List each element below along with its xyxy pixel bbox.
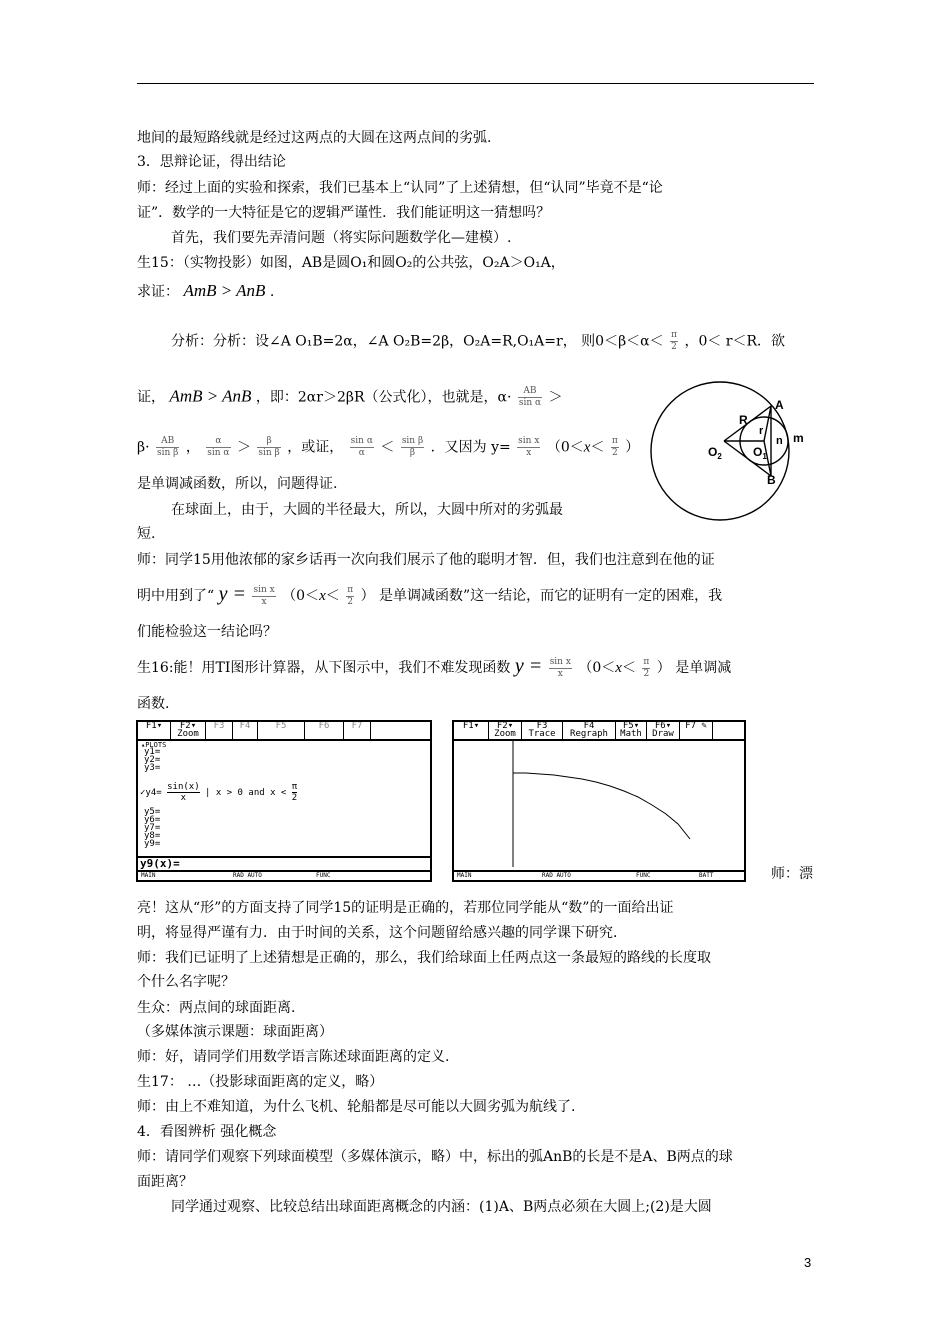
text-line: 面距离？: [137, 1174, 193, 1190]
text-line: 生众：两点间的球面距离.: [137, 1000, 296, 1016]
fraction-ab-over-sin-alpha: [518, 386, 542, 409]
text-line: 明，将显得严谨有力．由于时间的关系，这个问题留给感兴趣的同学课下研究．: [137, 925, 627, 941]
section-heading: 3．思辩论证，得出结论: [137, 154, 286, 170]
text-seg: ）: [625, 439, 640, 456]
calc-toolbar: [454, 722, 744, 741]
calc-rows-bottom: [144, 808, 160, 848]
text-line: 亮！这从“形”的方面支持了同学15的证明是正确的，若那位同学能从“数”的一面给出证: [137, 900, 674, 916]
fraction-sin-beta-over-beta: [401, 436, 424, 459]
sinx-over-x-curve: [513, 773, 690, 839]
y-row[interactable]: y1=: [144, 747, 161, 757]
text-line: 师：漂: [771, 866, 813, 882]
label-n: n: [776, 435, 783, 447]
text-seg: β·: [137, 439, 150, 456]
large-circle: [651, 382, 789, 520]
status-angle: RAD AUTO: [542, 872, 571, 879]
calc-status-bar: [138, 870, 430, 880]
fraction-num: AB: [518, 386, 542, 398]
text-seg: 是单调减函数”这一结论，而它的证明有一定的困难，我: [379, 588, 723, 604]
y-row[interactable]: y9=: [144, 839, 161, 849]
fraction-num: sin x: [549, 656, 571, 667]
y4-fraction: [167, 782, 200, 803]
text-seg: （0＜: [282, 588, 320, 604]
text-line: 师：我们已证明了上述猜想是正确的，那么，我们给球面上任两点这一条最短的路线的长度取: [137, 950, 711, 966]
text-seg: （0＜: [578, 660, 616, 676]
analysis-tail: ，0＜ r＜R．欲: [684, 333, 786, 350]
text-line: 证”．数学的一大特征是它的逻辑严谨性．我们能证明这一猜想吗？: [137, 205, 551, 221]
arc-inequality: AmB > AnB: [169, 386, 252, 406]
y4-label: ✓y4=: [140, 787, 162, 798]
analysis-text: 分析：分析：设∠A O₁B=2α，∠A O₂B=2β，O₂A=R,O₁A=r， 则0＜β＜α＜: [171, 333, 664, 350]
text-seg: 证，: [137, 389, 165, 406]
text-seg: ＞: [236, 439, 251, 456]
status-mode: MAIN: [457, 872, 472, 879]
fraction-num: α: [206, 436, 230, 448]
calc-rows-top: [144, 748, 160, 772]
y4-num: sin(x): [167, 782, 200, 792]
text-line-formula: [137, 584, 722, 608]
text-line: 个什么名字呢？: [137, 974, 235, 990]
label-O2-letter: O: [708, 445, 718, 459]
y-row[interactable]: y6=: [144, 815, 161, 825]
label-O1-sub: 1: [762, 452, 767, 461]
formula-y: y =: [514, 655, 543, 677]
text-seg: 明中用到了“: [137, 588, 215, 604]
y4-row[interactable]: [140, 782, 297, 803]
calc-toolbar-item[interactable]: F6▾ Draw: [647, 722, 680, 739]
text-line: 师：经过上面的实验和探索，我们已基本上“认同”了上述猜想，但“认同”毕竟不是“论: [137, 180, 663, 196]
fraction-den: sin β: [258, 448, 280, 458]
label-O1-letter: O: [753, 445, 763, 459]
status-graph: FUNC: [636, 872, 651, 879]
y-row[interactable]: y3=: [144, 763, 161, 773]
fraction-den: 2: [671, 342, 677, 352]
calc-toolbar-item[interactable]: F7: [344, 722, 371, 739]
label-O2: [708, 445, 722, 461]
calc-plots-label: ▴PLOTS: [141, 741, 167, 749]
fraction-num: π: [611, 436, 618, 446]
text-line: 地间的最短路线就是经过这两点的大圆在这两点间的劣弧.: [137, 130, 492, 146]
section-heading: 4．看图辨析 强化概念: [137, 1124, 277, 1140]
text-line: 师：好，请同学们用数学语言陈述球面距离的定义.: [137, 1049, 450, 1065]
text-seg: ．又因为 y=: [430, 439, 511, 456]
var-x: x: [583, 439, 591, 456]
fraction-beta-over-sin-beta: [257, 436, 280, 459]
label-B: B: [767, 473, 776, 487]
calc-toolbar-item[interactable]: F3: [206, 722, 233, 739]
fraction-pi-over-2: [611, 436, 619, 459]
calc-toolbar-item[interactable]: F5▾ Math: [616, 722, 647, 739]
text-line: 在球面上，由于，大圆的半径最大，所以，大圆中所对的劣弧最: [171, 502, 563, 518]
fraction-num: π: [347, 584, 354, 595]
header-rule: [137, 83, 814, 84]
text-line-formula: [137, 656, 731, 680]
y4-pi: π: [291, 782, 298, 792]
calc-entry-line[interactable]: y9(x)=: [138, 856, 430, 870]
text-seg: ，即：2αr＞2βR（公式化），也就是，α·: [255, 389, 512, 406]
fraction-num: π: [671, 330, 677, 340]
prove-label: 求证：: [137, 284, 179, 300]
text-line: 短.: [137, 526, 156, 542]
text-seg: （0＜: [546, 439, 584, 456]
status-battery: BATT: [699, 872, 714, 879]
text-seg: ，: [185, 439, 200, 456]
text-seg: ＜: [325, 588, 340, 604]
fraction-den: β: [409, 448, 416, 458]
fraction-num: AB: [156, 436, 179, 448]
text-seg: ＜: [621, 660, 636, 676]
fraction-den: x: [557, 668, 563, 679]
fraction-pi-over-2: [642, 657, 650, 680]
text-seg: ＜: [380, 439, 395, 456]
calc-toolbar-item[interactable]: F4 Regraph: [563, 722, 616, 739]
fraction-den: x: [261, 596, 267, 607]
calc-toolbar-item[interactable]: F3 Trace: [522, 722, 563, 739]
fraction-sinx-over-x: [517, 436, 540, 459]
analysis-line-3: [137, 436, 639, 459]
calc-status-bar: [454, 870, 744, 880]
period: .: [269, 284, 275, 300]
fraction-den: 2: [347, 596, 354, 607]
fraction-den: x: [526, 448, 532, 458]
calc-toolbar-item[interactable]: F1▾: [138, 722, 171, 739]
text-line: 函数.: [137, 696, 170, 712]
fraction-den: 2: [612, 448, 618, 458]
calc-toolbar-item[interactable]: F7 ✎: [680, 722, 713, 739]
fraction-sin-alpha-over-alpha: [350, 436, 374, 459]
text-seg: ，或证，: [287, 439, 344, 456]
text-line: 师：请同学们观察下列球面模型（多媒体演示，略）中，标出的弧AnB的长是不是A、B两点的球: [137, 1149, 733, 1165]
calc-toolbar-item[interactable]: F1▾: [454, 722, 489, 739]
y-row[interactable]: y8=: [144, 831, 161, 841]
calculator-screen-graph: [452, 720, 746, 882]
fraction-den: sin β: [157, 448, 179, 458]
fraction-pi-over-2: [346, 585, 354, 608]
y-row[interactable]: y7=: [144, 823, 161, 833]
text-line: 师：同学15用他浓郁的家乡话再一次向我们展示了他的聪明才智．但，我们也注意到在他的证: [137, 552, 715, 568]
text-line: 师：由上不难知道，为什么飞机、轮船都是尽可能以大圆劣弧为航线了.: [137, 1099, 576, 1115]
status-graph: FUNC: [316, 872, 331, 879]
status-mode: MAIN: [141, 872, 156, 879]
var-x: x: [319, 588, 326, 604]
circles-figure: [640, 372, 815, 532]
y4-two: 2: [291, 793, 298, 803]
text-line: 是单调减函数，所以，问题得证.: [137, 476, 338, 492]
fraction-sinx-over-x: [252, 585, 275, 608]
fraction-num: sin α: [350, 436, 373, 446]
analysis-line: [171, 330, 785, 353]
fraction-den: sin α: [207, 448, 230, 458]
label-A: A: [775, 398, 784, 412]
label-O2-sub: 2: [717, 452, 722, 461]
prove-line: [137, 281, 274, 302]
calc-toolbar-item[interactable]: F2▾ Zoom: [171, 722, 206, 739]
fraction-num: π: [643, 656, 650, 667]
calc-toolbar-item[interactable]: F2▾ Zoom: [489, 722, 522, 739]
arc-inequality: AmB > AnB: [183, 281, 266, 300]
page-number: 3: [804, 1255, 812, 1270]
fraction-sinx-over-x: [549, 657, 572, 680]
fraction-alpha-over-sin-alpha: [206, 436, 230, 459]
y-row[interactable]: y2=: [144, 755, 161, 765]
y-row[interactable]: y5=: [144, 807, 161, 817]
fraction-pi-over-2: [670, 330, 678, 353]
var-x: x: [615, 660, 622, 676]
fraction-den: 2: [643, 668, 650, 679]
text-seg: ）: [360, 588, 375, 604]
text-seg: ＞: [548, 389, 563, 406]
analysis-line-2: [137, 386, 563, 409]
text-seg: ＜: [590, 439, 605, 456]
y4-pi-fraction: [292, 782, 297, 803]
text-seg: ）: [656, 660, 671, 676]
fraction-num: sin x: [518, 436, 540, 446]
calc-toolbar-item[interactable]: F6: [305, 722, 344, 739]
graph-area: [454, 741, 740, 867]
fraction-num: sin x: [253, 584, 275, 595]
text-seg: 生16:能！用TI图形计算器，从下图示中，我们不难发现函数: [137, 660, 511, 676]
text-line: （多媒体演示课题：球面距离）: [137, 1024, 333, 1040]
label-R: R: [739, 413, 748, 427]
formula-y: y =: [218, 583, 246, 605]
text-seg: 是单调减: [675, 660, 732, 676]
text-line: 同学通过观察、比较总结出球面距离概念的内涵：(1)A、B两点必须在大圆上;(2)是大圆: [171, 1199, 712, 1215]
y4-condition: | x > 0 and x <: [205, 787, 287, 798]
text-line: 生15：（实物投影）如图，AB是圆O₁和圆O₂的公共弦，O₂A＞O₁A，: [137, 255, 565, 271]
calculator-screen-y-editor: [136, 720, 432, 882]
status-angle: RAD AUTO: [233, 872, 262, 879]
calc-toolbar-item[interactable]: F4: [233, 722, 258, 739]
calc-toolbar: [138, 722, 430, 741]
fraction-num: sin β: [401, 436, 424, 446]
y4-den: x: [180, 793, 187, 803]
label-m: m: [793, 431, 804, 445]
fraction-den: α: [358, 448, 365, 458]
fraction-num: β: [257, 436, 280, 448]
text-line: 们能检验这一结论吗？: [137, 624, 277, 640]
fraction-ab-over-sin-beta: [156, 436, 179, 459]
text-line: 首先，我们要先弄清问题（将实际问题数学化—建模）.: [171, 230, 512, 246]
text-line: 生17： …（投影球面距离的定义，略）: [137, 1074, 384, 1090]
calc-toolbar-item[interactable]: F5: [258, 722, 305, 739]
fraction-den: sin α: [518, 398, 542, 408]
label-r: r: [759, 425, 764, 437]
